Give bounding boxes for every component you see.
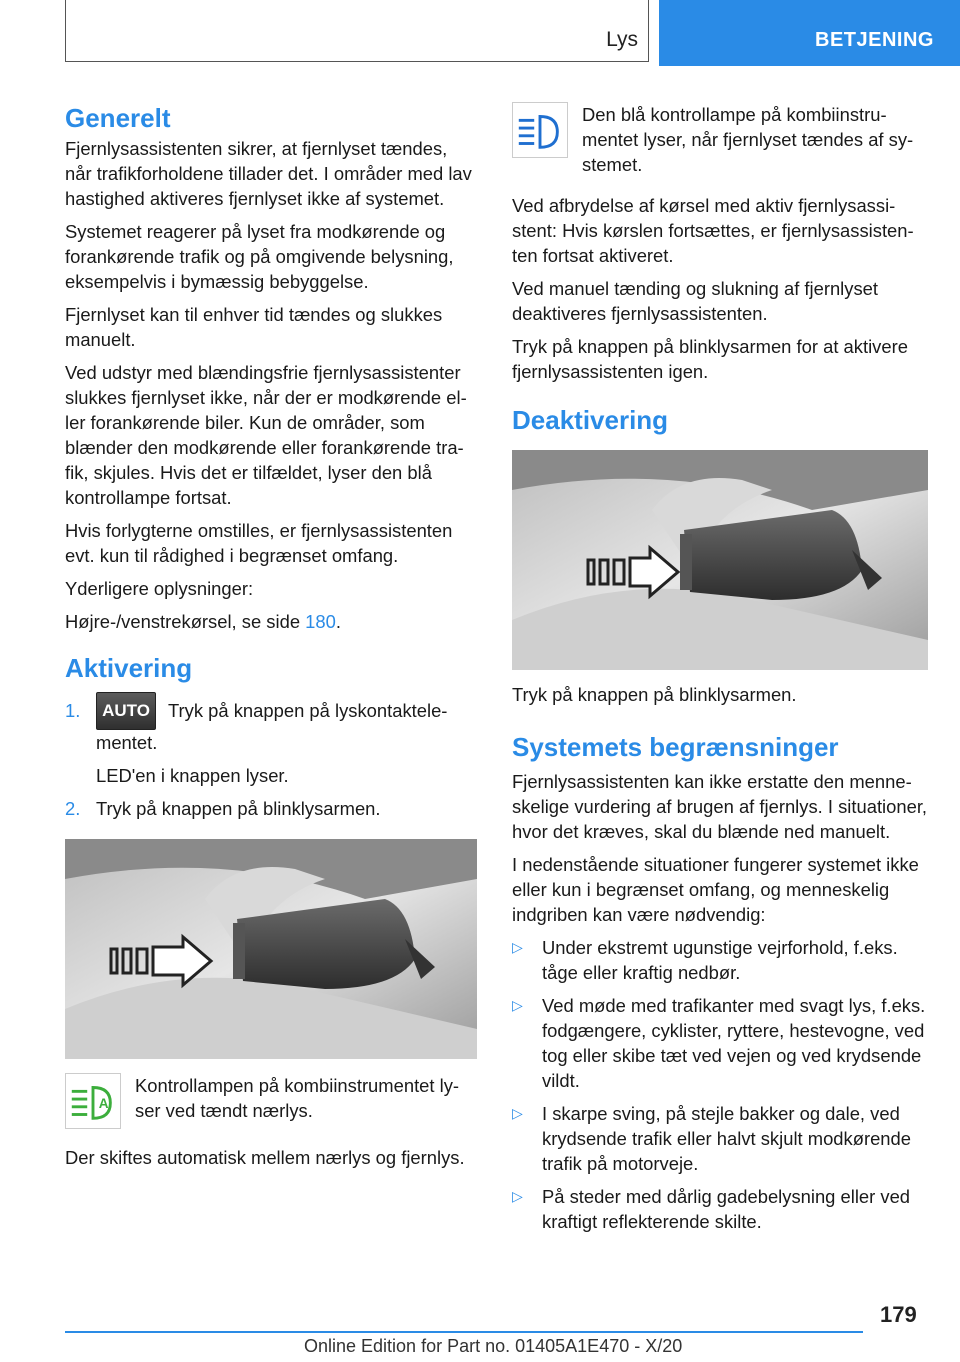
paragraph: Hvis forlygterne omstilles, er fjernlysassistenten evt. kun til rådighed i begrænset omfang. <box>65 520 453 566</box>
paragraph: Ved udstyr med blændingsfrie fjernlysassistenter slukkes fjernlyset ikke, når der er modkørende eller forankørende biler. Kun de områder, som blænder den modkørende eller forankørende trafik, skjules. Hvis det er tilfældet, lyser den blå kontrollampe fortsat. <box>65 362 467 508</box>
step-text: Tryk på knappen på blinklysarmen. <box>96 798 381 819</box>
step-subtext: LED'en i knappen lyser. <box>96 765 289 786</box>
list-item <box>65 698 477 788</box>
bullet-icon: ▷ <box>512 1188 523 1204</box>
page-number: 179 <box>880 1302 917 1327</box>
step-text: Tryk på knappen på lyskontaktelementet. <box>96 700 448 753</box>
paragraph: Ved manuel tænding og slukning af fjernlyset deaktiveres fjernlysassistenten. <box>512 278 878 324</box>
header-section-title: Lys <box>606 28 638 51</box>
paragraph: I nedenstående situationer fungerer systemet ikke eller kun i begrænset omfang, og menneskelig indgriben kan være nødvendig: <box>512 854 919 925</box>
note-text: Kontrollampen på kombiinstrumentet lyser ved tændt nærlys. <box>135 1075 460 1121</box>
left-column <box>65 100 477 1178</box>
step-number: 2. <box>65 798 81 819</box>
heading-generelt: Generelt <box>65 103 171 133</box>
cross-reference: Højre-/venstrekørsel, se side 180. <box>65 611 341 632</box>
list-item: ▷ Ved møde med trafikanter med svagt lys, f.eks. fodgængere, cyklister, ryttere, hestevogne, ved tog eller skibe tæt ved vejen og ved krydsende vildt. <box>512 995 926 1091</box>
svg-text:A: A <box>98 1095 109 1111</box>
paragraph: Fjernlysassistenten kan ikke erstatte den menneskelige vurdering af brugen af fjernlys. I situationer, hvor det kræves, skal du blænde ned manuelt. <box>512 771 928 842</box>
paragraph: Systemet reagerer på lyset fra modkørende og forankørende trafik og på omgivende belysning, eksempelvis i bymæssig bebyggelse. <box>65 221 454 292</box>
right-column <box>512 100 928 1242</box>
paragraph: Yderligere oplysninger: <box>65 578 254 599</box>
paragraph: Ved afbrydelse af kørsel med aktiv fjernlysassistent: Hvis kørslen fortsættes, er fjernlysassistenten fortsat aktiveret. <box>512 195 914 266</box>
paragraph: Tryk på knappen på blinklysarmen. <box>512 684 797 705</box>
bullet-icon: ▷ <box>512 1105 523 1121</box>
indicator-note <box>512 102 928 177</box>
header-chapter-tab <box>659 0 960 66</box>
header-frame <box>65 0 649 62</box>
bullet-icon: ▷ <box>512 939 523 955</box>
heading-deaktivering: Deaktivering <box>512 405 669 435</box>
heading-aktivering: Aktivering <box>65 653 193 683</box>
low-beam-auto-indicator-icon <box>65 1073 121 1129</box>
steps-list <box>65 698 477 821</box>
header-chapter-label: BETJENING <box>815 29 934 51</box>
bullet-icon: ▷ <box>512 997 523 1013</box>
turn-signal-lever-photo <box>65 839 477 1059</box>
footer-edition: Online Edition for Part no. 01405A1E470 - X/20 <box>304 1336 683 1356</box>
paragraph: Fjernlyset kan til enhver tid tændes og slukkes manuelt. <box>65 304 443 350</box>
list-item: ▷ I skarpe sving, på stejle bakker og dale, ved krydsende trafik eller halvt skjult modkørende trafik på motorveje. <box>512 1103 911 1174</box>
paragraph: Fjernlysassistenten sikrer, at fjernlyset tændes, når trafikforholdene tillader det. I områder med lav hastighed aktiveres fjernlyset ikke af systemet. <box>65 138 472 209</box>
high-beam-indicator-icon <box>512 102 568 158</box>
paragraph: Tryk på knappen på blinklysarmen for at aktivere fjernlysassistenten igen. <box>512 336 908 382</box>
note-text: Den blå kontrollampe på kombiinstrumentet lyser, når fjernlyset tændes af systemet. <box>582 104 914 175</box>
paragraph: Der skiftes automatisk mellem nærlys og fjernlys. <box>65 1147 465 1168</box>
page-link[interactable]: 180 <box>305 611 336 632</box>
step-number: 1. <box>65 700 81 721</box>
footer-divider <box>65 1331 863 1333</box>
auto-button-icon: AUTO <box>96 692 156 730</box>
list-item: ▷ Under ekstremt ugunstige vejrforhold, f.eks. tåge eller kraftig nedbør. <box>512 937 898 983</box>
list-item: ▷ På steder med dårlig gadebelysning eller ved kraftigt reflekterende skilte. <box>512 1186 911 1232</box>
heading-begraensninger: Systemets begrænsninger <box>512 732 839 762</box>
turn-signal-lever-photo <box>512 450 928 670</box>
list-item <box>65 796 477 821</box>
indicator-note <box>65 1073 477 1129</box>
limitations-list <box>512 935 928 1234</box>
